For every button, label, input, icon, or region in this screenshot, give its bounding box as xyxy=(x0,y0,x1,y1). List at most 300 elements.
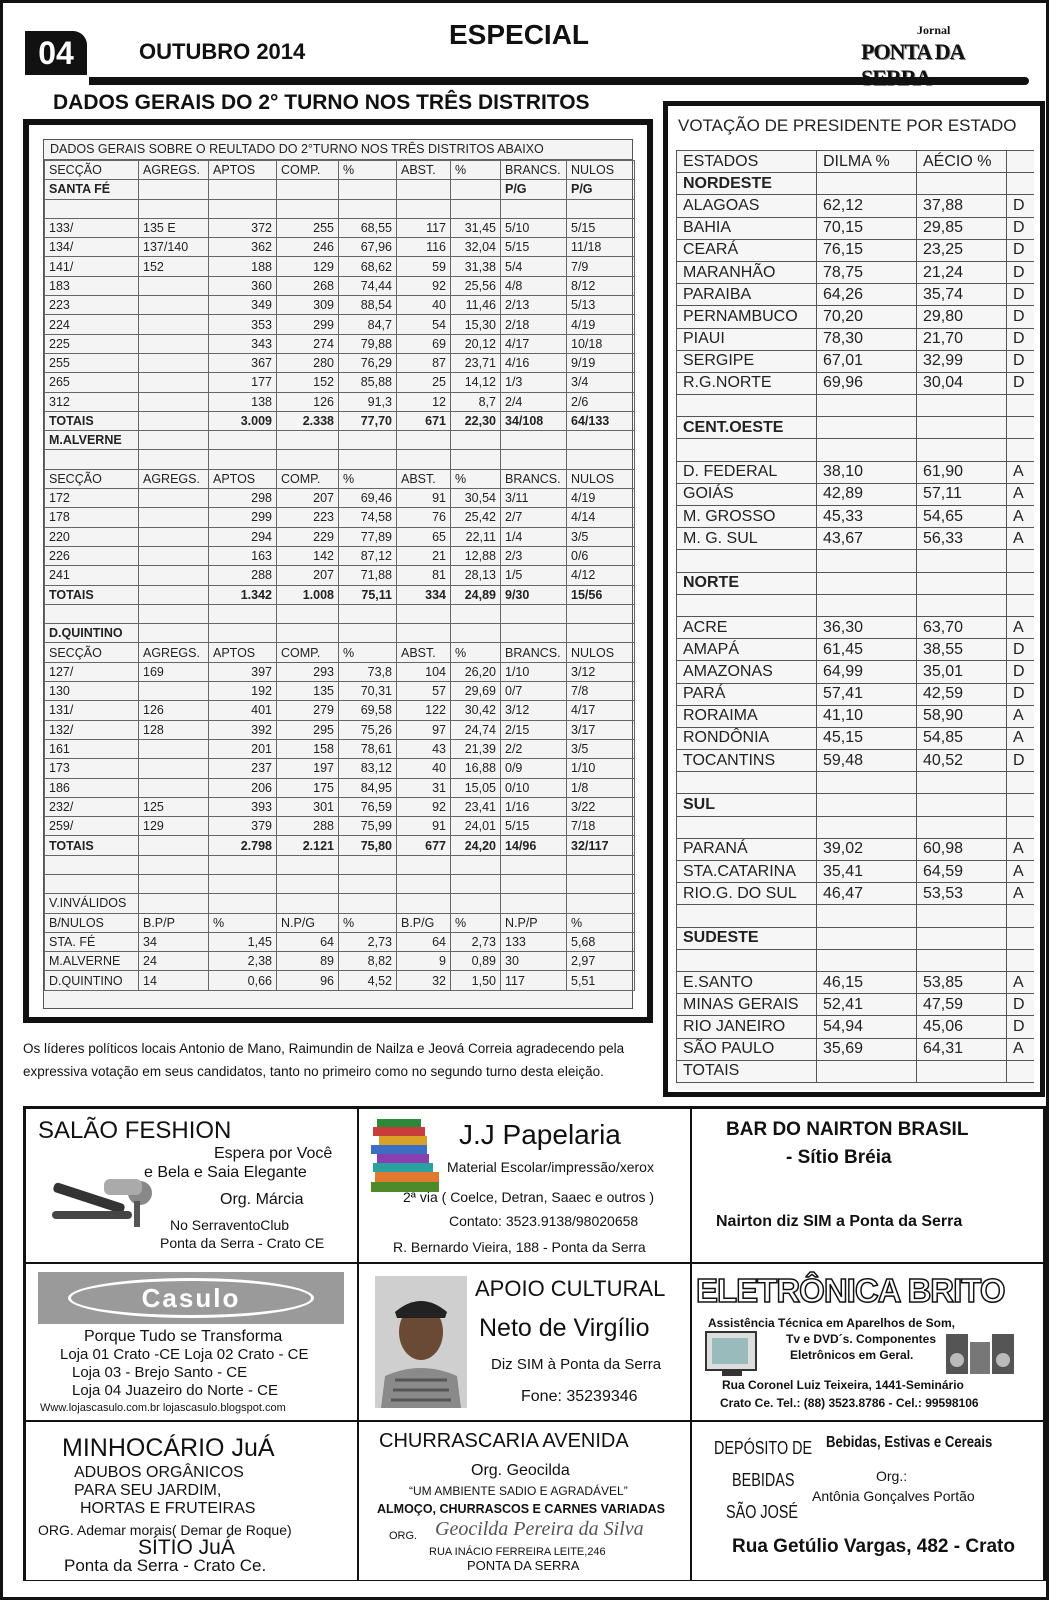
states-results-frame xyxy=(663,101,1045,1097)
districts-table-cell: 4/14 xyxy=(567,508,635,527)
districts-table-cell xyxy=(45,450,139,469)
districts-table-cell: 5/15 xyxy=(501,238,567,257)
districts-table-cell xyxy=(339,199,397,218)
districts-table-cell: 372 xyxy=(209,218,277,237)
districts-table-cell: 393 xyxy=(209,797,277,816)
districts-table-cell: 68,55 xyxy=(339,218,397,237)
districts-table-cell xyxy=(277,431,339,450)
districts-table-cell: 137/140 xyxy=(139,238,209,257)
states-table-cell xyxy=(817,927,917,949)
states-table-cell: SERGIPE xyxy=(677,350,817,372)
districts-table-cell xyxy=(567,894,635,913)
states-table-cell: 35,01 xyxy=(917,661,1007,683)
districts-table-cell: 2/15 xyxy=(501,720,567,739)
salao-name: SALÃO FESHION xyxy=(38,1117,232,1144)
districts-table-cell: 69 xyxy=(397,334,451,353)
states-table-cell: 45,33 xyxy=(817,506,917,528)
districts-table-cell xyxy=(397,604,451,623)
districts-table-cell xyxy=(139,392,209,411)
districts-table-cell: N.P/G xyxy=(277,913,339,932)
districts-table-cell: % xyxy=(209,913,277,932)
districts-table-cell xyxy=(139,778,209,797)
districts-table-cell: 32/117 xyxy=(567,836,635,855)
districts-table-cell: % xyxy=(339,161,397,180)
districts-table-cell xyxy=(451,604,501,623)
deposito-address: Rua Getúlio Vargas, 482 - Crato xyxy=(732,1536,1015,1557)
brito-line2: Tv e DVD´s. Componentes xyxy=(786,1332,937,1346)
districts-table-cell: 5/10 xyxy=(501,218,567,237)
states-table-cell xyxy=(1007,594,1035,616)
states-table-row xyxy=(677,173,1035,195)
districts-table-cell: 76,29 xyxy=(339,353,397,372)
districts-table-cell xyxy=(277,180,339,199)
states-table-row xyxy=(677,350,1035,372)
papelaria-line2: 2ª via ( Coelce, Detran, Saaec e outros ) xyxy=(403,1189,655,1205)
districts-table-cell: 232/ xyxy=(45,797,139,816)
states-table-cell: 29,80 xyxy=(917,306,1007,328)
districts-table-cell xyxy=(397,431,451,450)
districts-table-cell xyxy=(501,874,567,893)
churrascaria-menu: ALMOÇO, CHURRASCOS E CARNES VARIADAS xyxy=(377,1502,665,1516)
districts-table-cell: 255 xyxy=(45,353,139,372)
districts-table-cell: 1,50 xyxy=(451,971,501,990)
districts-table-row xyxy=(45,450,635,469)
districts-table-cell: 138 xyxy=(209,392,277,411)
districts-table-cell xyxy=(277,874,339,893)
states-table-cell: 70,20 xyxy=(817,306,917,328)
apoio-phone: Fone: 35239346 xyxy=(521,1388,638,1405)
districts-table-cell: 91,3 xyxy=(339,392,397,411)
states-table-cell: 30,04 xyxy=(917,372,1007,394)
districts-table-cell: B.P/G xyxy=(397,913,451,932)
districts-table-cell: 163 xyxy=(209,546,277,565)
districts-table-cell: STA. FÉ xyxy=(45,932,139,951)
districts-table-cell: 158 xyxy=(277,739,339,758)
districts-table-cell: COMP. xyxy=(277,643,339,662)
states-table-cell xyxy=(917,417,1007,439)
states-table-cell: 40,52 xyxy=(917,750,1007,772)
casulo-store-4: Loja 04 Juazeiro do Norte - CE xyxy=(72,1382,278,1399)
districts-table-cell: 0/7 xyxy=(501,682,567,701)
districts-table-cell: 11/18 xyxy=(567,238,635,257)
header-rule xyxy=(89,77,1029,85)
states-table-cell: 46,47 xyxy=(817,883,917,905)
districts-table-cell: 83,12 xyxy=(339,759,397,778)
districts-table-cell: 0/10 xyxy=(501,778,567,797)
districts-table-row xyxy=(45,489,635,508)
districts-table-cell: 4/19 xyxy=(567,489,635,508)
districts-table-cell: 122 xyxy=(397,701,451,720)
districts-table-cell: 183 xyxy=(45,276,139,295)
apoio-slogan: Diz SIM à Ponta da Serra xyxy=(491,1356,662,1373)
districts-table-cell: 3/5 xyxy=(567,527,635,546)
states-table-cell xyxy=(817,905,917,927)
states-table-cell xyxy=(677,816,817,838)
states-table-cell: 53,85 xyxy=(917,971,1007,993)
districts-table-row xyxy=(45,913,635,932)
districts-table-cell: 2/13 xyxy=(501,296,567,315)
districts-table-cell xyxy=(139,759,209,778)
districts-table-row xyxy=(45,373,635,392)
states-table-cell: ESTADOS xyxy=(677,151,817,173)
states-table-row xyxy=(677,927,1035,949)
states-table-cell xyxy=(1007,151,1035,173)
ad-salao-feshion xyxy=(25,1108,358,1263)
brito-phone: Crato Ce. Tel.: (88) 3523.8786 - Cel.: 99598106 xyxy=(720,1396,979,1410)
districts-table-cell: NULOS xyxy=(567,161,635,180)
states-results-table xyxy=(676,150,1034,1083)
districts-table-cell: APTOS xyxy=(209,469,277,488)
districts-table-cell: 117 xyxy=(397,218,451,237)
districts-table-cell: 259/ xyxy=(45,817,139,836)
districts-table-cell: 8/12 xyxy=(567,276,635,295)
districts-table-cell: 3.009 xyxy=(209,411,277,430)
states-table-title: VOTAÇÃO DE PRESIDENTE POR ESTADO xyxy=(678,116,1017,135)
states-table-row xyxy=(677,572,1035,594)
photo-caption: Os líderes políticos locais Antonio de Mano, Raimundin de Nailza e Jeová Correia agradecendo pela expressiva votação em seus candidatos, tanto no primeiro como no segundo turno desta eleição. xyxy=(23,1041,625,1079)
states-table-row xyxy=(677,417,1035,439)
districts-table-cell: 142 xyxy=(277,546,339,565)
states-table-row xyxy=(677,949,1035,971)
districts-table-cell xyxy=(501,199,567,218)
districts-table-row xyxy=(45,952,635,971)
states-table-cell: NORTE xyxy=(677,572,817,594)
districts-table-cell: 64/133 xyxy=(567,411,635,430)
districts-table-row xyxy=(45,469,635,488)
casulo-store-3: Loja 03 - Brejo Santo - CE xyxy=(72,1364,248,1381)
districts-table-cell: 31 xyxy=(397,778,451,797)
minhocario-name: MINHOCÁRIO JuÁ xyxy=(62,1434,275,1462)
districts-table-cell: 397 xyxy=(209,662,277,681)
supporter-photo xyxy=(375,1276,467,1408)
states-table-cell: BAHIA xyxy=(677,217,817,239)
districts-table-cell: 30,42 xyxy=(451,701,501,720)
districts-table-row xyxy=(45,276,635,295)
states-table-cell: RIO.G. DO SUL xyxy=(677,883,817,905)
casulo-slogan: Porque Tudo se Transforma xyxy=(84,1328,283,1345)
states-table-cell xyxy=(917,905,1007,927)
districts-table-cell: 312 xyxy=(45,392,139,411)
districts-table-cell: 246 xyxy=(277,238,339,257)
districts-table-row xyxy=(45,218,635,237)
districts-table-cell: 7/9 xyxy=(567,257,635,276)
districts-table-cell: 65 xyxy=(397,527,451,546)
districts-table-cell: 288 xyxy=(277,817,339,836)
districts-table-cell: 677 xyxy=(397,836,451,855)
districts-table-row xyxy=(45,334,635,353)
bar-name: BAR DO NAIRTON BRASIL xyxy=(726,1119,969,1140)
districts-table-cell xyxy=(139,450,209,469)
districts-table-cell: 31,45 xyxy=(451,218,501,237)
districts-table-row xyxy=(45,353,635,372)
states-table-cell: 70,15 xyxy=(817,217,917,239)
districts-table-row xyxy=(45,199,635,218)
minhocario-location: Ponta da Serra - Crato Ce. xyxy=(64,1556,267,1575)
apoio-title: APOIO CULTURAL xyxy=(475,1276,666,1301)
districts-table-cell: 392 xyxy=(209,720,277,739)
districts-table-cell: 91 xyxy=(397,817,451,836)
districts-table-cell: 7/8 xyxy=(567,682,635,701)
districts-table-cell xyxy=(339,604,397,623)
districts-table-cell xyxy=(139,682,209,701)
states-table-cell xyxy=(817,173,917,195)
states-table-cell xyxy=(917,572,1007,594)
states-table-cell: E.SANTO xyxy=(677,971,817,993)
states-table-cell: 43,67 xyxy=(817,528,917,550)
districts-table-cell: 40 xyxy=(397,296,451,315)
deposito-line3: SÃO JOSÉ xyxy=(726,1502,799,1522)
districts-table-cell: 1/8 xyxy=(567,778,635,797)
districts-table-cell: 92 xyxy=(397,276,451,295)
districts-table-cell: 97 xyxy=(397,720,451,739)
districts-table-cell: % xyxy=(451,643,501,662)
districts-table-cell xyxy=(277,624,339,643)
districts-table-cell: 7/18 xyxy=(567,817,635,836)
districts-table-cell: 28,13 xyxy=(451,566,501,585)
districts-table-cell: 223 xyxy=(277,508,339,527)
districts-table-cell xyxy=(397,874,451,893)
districts-table-cell: 32,04 xyxy=(451,238,501,257)
districts-table-row xyxy=(45,296,635,315)
ad-apoio-cultural xyxy=(358,1263,691,1421)
states-table-cell: 47,59 xyxy=(917,994,1007,1016)
districts-table-row xyxy=(45,759,635,778)
districts-table-cell: 126 xyxy=(139,701,209,720)
districts-table-cell xyxy=(209,199,277,218)
districts-table-row xyxy=(45,180,635,199)
districts-table-cell: 2/7 xyxy=(501,508,567,527)
districts-table-cell: 78,61 xyxy=(339,739,397,758)
districts-table-cell: 301 xyxy=(277,797,339,816)
states-table-cell xyxy=(817,1060,917,1082)
districts-table-cell: 14 xyxy=(139,971,209,990)
districts-table-cell: NULOS xyxy=(567,643,635,662)
districts-table-cell: 71,88 xyxy=(339,566,397,585)
states-table-cell: CEARÁ xyxy=(677,239,817,261)
districts-table-cell: 15,30 xyxy=(451,315,501,334)
districts-table-cell: 104 xyxy=(397,662,451,681)
districts-table-row xyxy=(45,411,635,430)
states-table-cell: 54,85 xyxy=(917,727,1007,749)
states-table-cell: 62,12 xyxy=(817,195,917,217)
states-table-cell: D xyxy=(1007,239,1035,261)
minhocario-line2: PARA SEU JARDIM, xyxy=(74,1482,222,1499)
districts-table-cell: 197 xyxy=(277,759,339,778)
districts-table-cell: 29,69 xyxy=(451,682,501,701)
logo-small-text: Jornal xyxy=(917,23,951,37)
districts-table-cell: 130 xyxy=(45,682,139,701)
page-header xyxy=(3,3,1046,114)
districts-table-cell: 14,12 xyxy=(451,373,501,392)
districts-table-cell: 5/13 xyxy=(567,296,635,315)
districts-table-cell: 4/19 xyxy=(567,315,635,334)
districts-table-cell: 10/18 xyxy=(567,334,635,353)
districts-table-cell xyxy=(139,180,209,199)
churrascaria-signature: Geocilda Pereira da Silva xyxy=(435,1518,644,1540)
states-table-cell: 64,26 xyxy=(817,284,917,306)
districts-table-cell: 5/15 xyxy=(501,817,567,836)
districts-table-cell: 21 xyxy=(397,546,451,565)
states-table-cell xyxy=(677,550,817,572)
states-table-cell: 52,41 xyxy=(817,994,917,1016)
districts-table-cell: 75,99 xyxy=(339,817,397,836)
states-table-cell xyxy=(677,594,817,616)
districts-table-cell: 125 xyxy=(139,797,209,816)
states-table-cell xyxy=(1007,395,1035,417)
districts-table-cell xyxy=(501,624,567,643)
districts-table-cell: 4/17 xyxy=(567,701,635,720)
districts-table-cell: 64 xyxy=(277,932,339,951)
states-table-cell: GOIÁS xyxy=(677,483,817,505)
districts-table-cell xyxy=(501,894,567,913)
ads-grid xyxy=(23,1106,1046,1581)
brito-address: Rua Coronel Luiz Teixeira, 1441-Seminário xyxy=(722,1378,964,1392)
states-table-row xyxy=(677,261,1035,283)
deposito-line1: DEPÓSITO DE xyxy=(714,1438,813,1458)
districts-table-cell: 360 xyxy=(209,276,277,295)
books-icon xyxy=(369,1115,445,1197)
ad-minhocario xyxy=(25,1421,358,1581)
districts-table-row xyxy=(45,604,635,623)
states-table-cell: 38,10 xyxy=(817,461,917,483)
logo-big-text: PONTA DA xyxy=(861,39,964,64)
states-table-cell: 53,53 xyxy=(917,883,1007,905)
states-table-row xyxy=(677,727,1035,749)
districts-table-row xyxy=(45,161,635,180)
districts-table-cell: 4/8 xyxy=(501,276,567,295)
states-table-cell: RONDÔNIA xyxy=(677,727,817,749)
districts-table-cell: AGREGS. xyxy=(139,161,209,180)
districts-table-cell: 88,54 xyxy=(339,296,397,315)
districts-table-cell: 1/10 xyxy=(567,759,635,778)
states-table-cell xyxy=(917,772,1007,794)
districts-table-cell xyxy=(339,874,397,893)
districts-table-cell xyxy=(139,315,209,334)
districts-table-row xyxy=(45,836,635,855)
states-table-row xyxy=(677,772,1035,794)
states-table-cell: 41,10 xyxy=(817,705,917,727)
districts-table-cell: 79,88 xyxy=(339,334,397,353)
states-table-cell: 42,89 xyxy=(817,483,917,505)
districts-table-cell: 288 xyxy=(209,566,277,585)
districts-table-cell: 349 xyxy=(209,296,277,315)
districts-table-cell xyxy=(501,431,567,450)
districts-table-cell: 294 xyxy=(209,527,277,546)
deposito-line2: BEBIDAS xyxy=(732,1470,795,1490)
districts-table-cell: D.QUINTINO xyxy=(45,624,139,643)
states-table-cell: 21,24 xyxy=(917,261,1007,283)
states-table-cell: 29,85 xyxy=(917,217,1007,239)
districts-table-cell xyxy=(139,894,209,913)
states-table-cell: MINAS GERAIS xyxy=(677,994,817,1016)
districts-table-cell: 135 xyxy=(277,682,339,701)
districts-table-cell: 5,68 xyxy=(567,932,635,951)
states-table-row xyxy=(677,217,1035,239)
districts-table-cell xyxy=(501,604,567,623)
districts-table-cell: ABST. xyxy=(397,469,451,488)
states-table-cell: PARANÁ xyxy=(677,838,817,860)
states-table-cell: 38,55 xyxy=(917,639,1007,661)
states-table-cell: RORAIMA xyxy=(677,705,817,727)
states-table-cell: RIO JANEIRO xyxy=(677,1016,817,1038)
districts-table-cell xyxy=(209,431,277,450)
states-table-cell xyxy=(677,772,817,794)
states-table-cell: 23,25 xyxy=(917,239,1007,261)
districts-table-cell: 353 xyxy=(209,315,277,334)
states-table-row xyxy=(677,816,1035,838)
states-table-cell xyxy=(817,439,917,461)
states-table-cell: PARAIBA xyxy=(677,284,817,306)
states-table-cell xyxy=(1007,550,1035,572)
districts-table-row xyxy=(45,392,635,411)
districts-table-cell: SECÇÃO xyxy=(45,469,139,488)
districts-table-cell: 11,46 xyxy=(451,296,501,315)
states-table-cell: 78,30 xyxy=(817,328,917,350)
districts-table-cell: AGREGS. xyxy=(139,469,209,488)
districts-table-cell: 127/ xyxy=(45,662,139,681)
states-table-cell: A xyxy=(1007,616,1035,638)
states-table-cell: 78,75 xyxy=(817,261,917,283)
states-table-cell: 37,88 xyxy=(917,195,1007,217)
districts-table-cell xyxy=(209,450,277,469)
states-table-row xyxy=(677,838,1035,860)
article-headline: DADOS GERAIS DO 2° TURNO NOS TRÊS DISTRITOS xyxy=(53,91,590,114)
states-table-cell xyxy=(677,395,817,417)
sound-system-icon xyxy=(944,1330,1016,1376)
districts-table-cell: 1/3 xyxy=(501,373,567,392)
districts-table-cell: 2.338 xyxy=(277,411,339,430)
salao-loc1: No SerraventoClub xyxy=(170,1217,290,1233)
states-table-cell: D xyxy=(1007,994,1035,1016)
districts-table-cell: 77,89 xyxy=(339,527,397,546)
districts-table-cell: 24,89 xyxy=(451,585,501,604)
districts-table-cell: 75,11 xyxy=(339,585,397,604)
districts-table-cell: 77,70 xyxy=(339,411,397,430)
districts-table-cell: 1/4 xyxy=(501,527,567,546)
districts-table-cell: % xyxy=(339,643,397,662)
districts-table-cell xyxy=(567,199,635,218)
states-table-cell: 60,98 xyxy=(917,838,1007,860)
districts-table-cell: 2.798 xyxy=(209,836,277,855)
districts-table-cell xyxy=(567,624,635,643)
states-table-cell xyxy=(917,1060,1007,1082)
districts-table-cell: 0,89 xyxy=(451,952,501,971)
districts-table-cell: 129 xyxy=(277,257,339,276)
tv-icon xyxy=(704,1330,760,1378)
districts-table-cell: 2,97 xyxy=(567,952,635,971)
districts-table-cell xyxy=(339,180,397,199)
districts-table-cell xyxy=(139,353,209,372)
districts-table-cell xyxy=(397,855,451,874)
states-table-cell xyxy=(817,816,917,838)
states-table-cell: 69,96 xyxy=(817,372,917,394)
states-table-cell: M. G. SUL xyxy=(677,528,817,550)
districts-table-cell: TOTAIS xyxy=(45,411,139,430)
states-table-row xyxy=(677,594,1035,616)
districts-table-cell: 31,38 xyxy=(451,257,501,276)
districts-table-cell xyxy=(139,508,209,527)
districts-table-cell: 43 xyxy=(397,739,451,758)
districts-table-cell: COMP. xyxy=(277,161,339,180)
states-table-cell xyxy=(1007,927,1035,949)
states-table-cell: SÃO PAULO xyxy=(677,1038,817,1060)
states-table-cell: A xyxy=(1007,1038,1035,1060)
states-table-cell: TOTAIS xyxy=(677,1060,817,1082)
districts-table-cell: 132/ xyxy=(45,720,139,739)
ad-eletronica-brito xyxy=(691,1263,1044,1421)
districts-table-cell xyxy=(451,199,501,218)
districts-table-cell xyxy=(451,450,501,469)
